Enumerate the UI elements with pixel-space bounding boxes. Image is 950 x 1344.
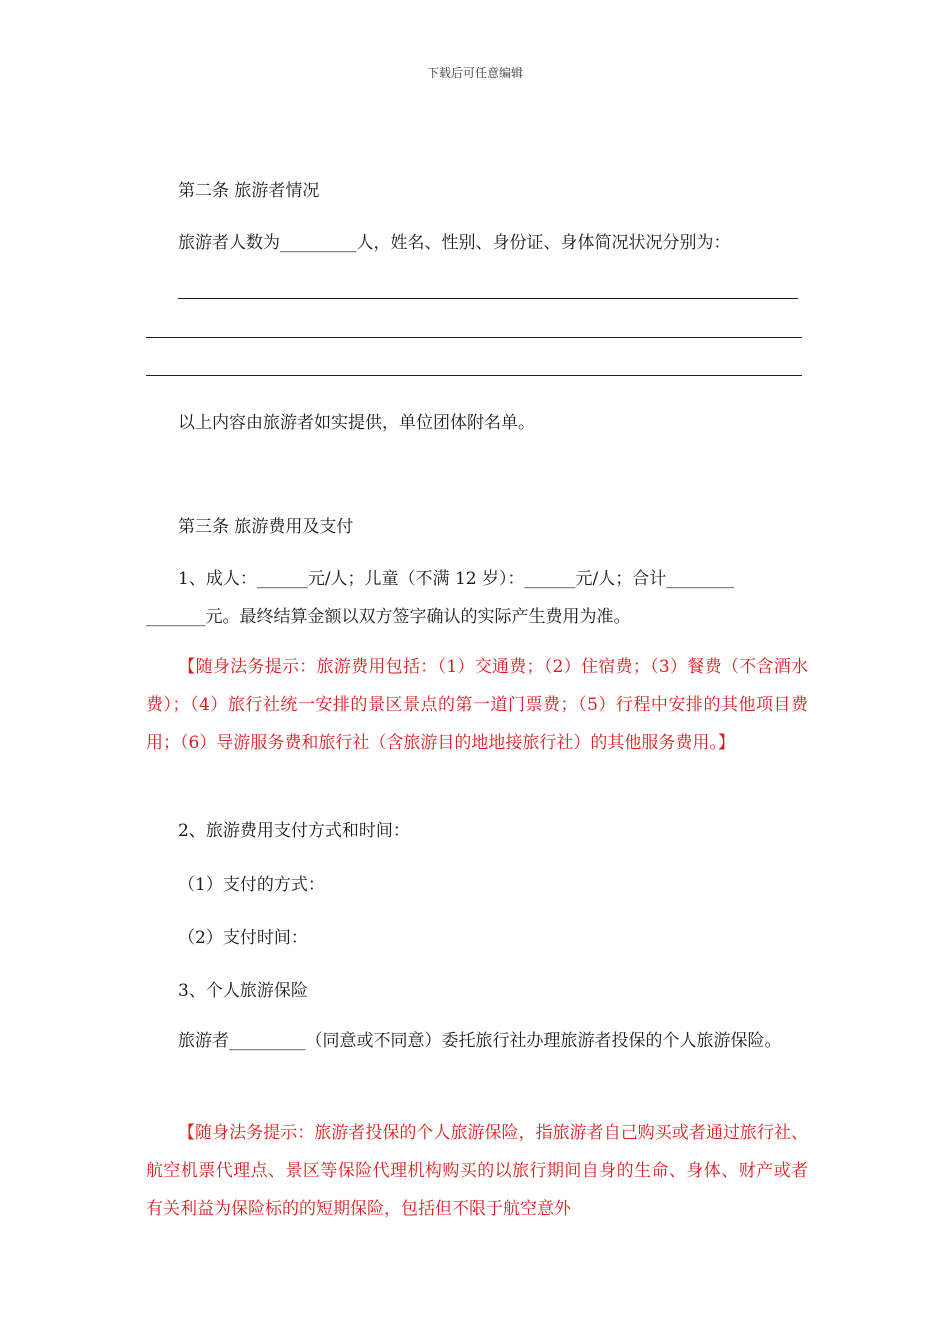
article3-title: 第三条 旅游费用及支付 [178,517,354,537]
blank-line-2 [146,337,802,338]
article2-note: 以上内容由旅游者如实提供，单位团体附名单。 [178,413,535,433]
item-2-2: （2）支付时间： [178,928,308,948]
page-header: 下载后可任意编辑 [426,66,523,80]
blank-line-3 [146,375,802,376]
blank-line-1 [178,298,798,299]
item-3: 3、个人旅游保险 [178,981,308,1001]
fee-line-2: _______元。最终结算金额以双方签字确认的实际产生费用为准。 [146,607,631,627]
traveler-count-line: 旅游者人数为_________人，姓名、性别、身份证、身体简况状况分别为： [178,233,731,253]
legal-tip-fees: 【随身法务提示：旅游费用包括：（1）交通费；（2）住宿费；（3）餐费（不含酒水费）；（4）旅行社统一安排的景区景点的第一道门票费；（5）行程中安排的其他项目费用；（6）导游服务费和旅行社（含旅游目的地地接旅行社）的其他服务费用。】 [146,657,808,753]
article2-title: 第二条 旅游者情况 [178,181,320,201]
item-2: 2、旅游费用支付方式和时间： [178,821,410,841]
insurance-paragraph: 旅游者_________（同意或不同意）委托旅行社办理旅游者投保的个人旅游保险。 [178,1031,782,1051]
fee-line-1: 1、成人：______元/人；儿童（不满 12 岁）：______元/人；合计________ [178,569,735,589]
legal-tip-insurance: 【随身法务提示：旅游者投保的个人旅游保险，指旅游者自己购买或者通过旅行社、航空机票代理点、景区等保险代理机构购买的以旅行期间自身的生命、身体、财产或者有关利益为保险标的的短期保险，包括但不限于航空意外 [146,1123,808,1219]
item-2-1: （1）支付的方式： [178,875,325,895]
